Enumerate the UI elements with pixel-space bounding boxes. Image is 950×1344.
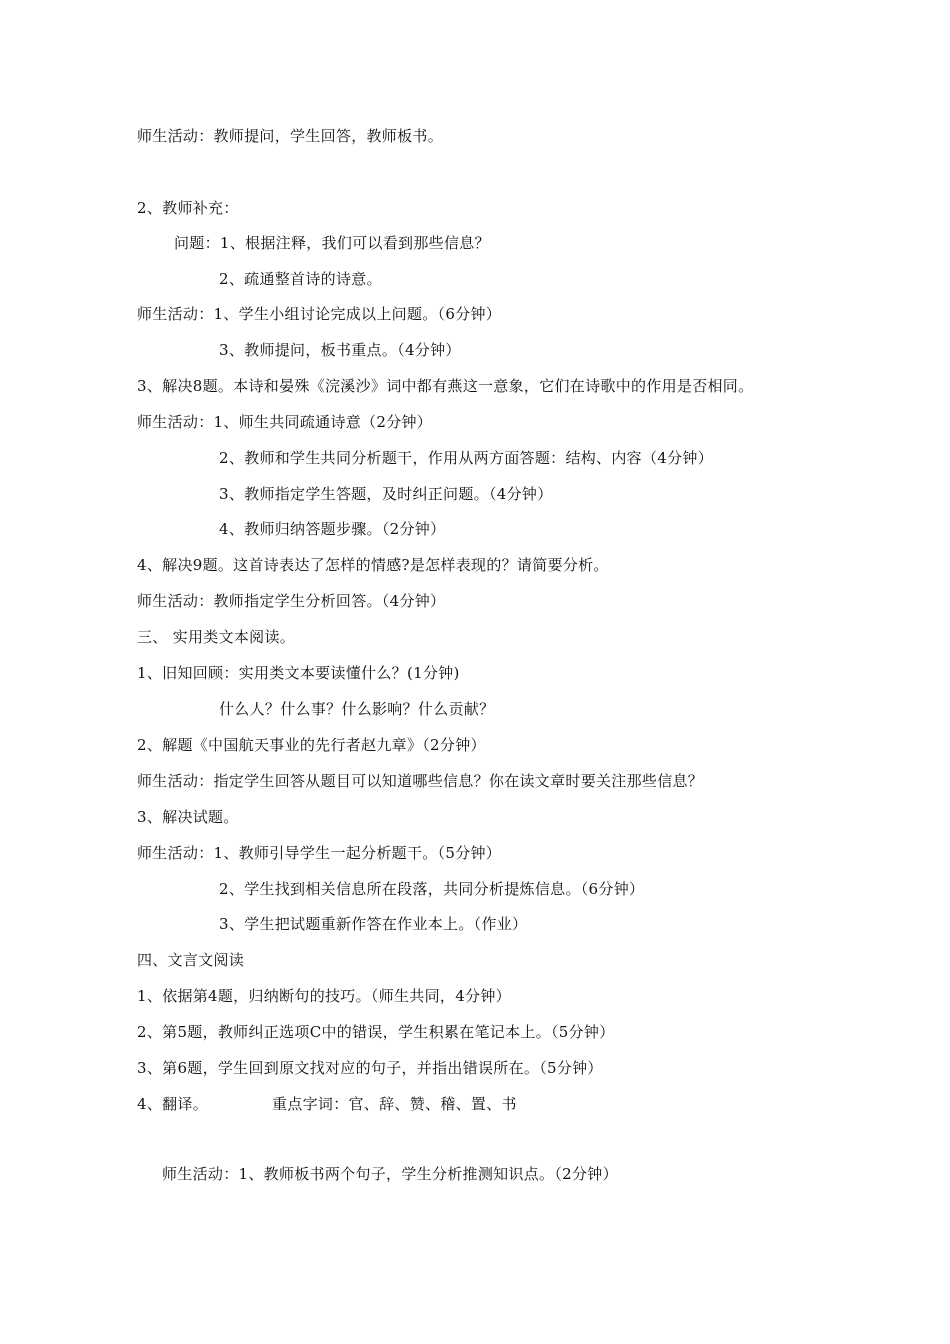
text-line: 师生活动：教师指定学生分析回答。（4分钟）	[137, 592, 446, 610]
text-line: 1、旧知回顾：实用类文本要读懂什么？(1分钟)	[137, 664, 460, 682]
text-line: 师生活动：教师提问，学生回答，教师板书。	[137, 127, 444, 145]
text-line: 3、第6题，学生回到原文找对应的句子，并指出错误所在。（5分钟）	[137, 1059, 603, 1077]
text-line: 2、第5题，教师纠正选项C中的错误，学生积累在笔记本上。（5分钟）	[137, 1023, 615, 1041]
text-line: 3、教师指定学生答题，及时纠正问题。（4分钟）	[219, 485, 553, 503]
text-line: 3、教师提问，板书重点。（4分钟）	[219, 341, 461, 359]
text-line: 3、解决试题。	[137, 808, 239, 826]
text-line: 什么人？什么事？什么影响？什么贡献？	[219, 700, 495, 718]
section-heading: 三、 实用类文本阅读。	[137, 628, 296, 646]
text-line: 师生活动：1、师生共同疏通诗意（2分钟）	[137, 413, 433, 431]
text-line: 2、疏通整首诗的诗意。	[219, 270, 382, 288]
text-line: 2、解题《中国航天事业的先行者赵九章》（2分钟）	[137, 736, 486, 754]
text-line: 4、解决9题。这首诗表达了怎样的情感?是怎样表现的？请简要分析。	[137, 556, 609, 574]
text-line: 师生活动：指定学生回答从题目可以知道哪些信息？你在读文章时要关注那些信息？	[137, 772, 704, 790]
text-line: 1、依据第4题，归纳断句的技巧。（师生共同，4分钟）	[137, 987, 511, 1005]
text-line: 3、学生把试题重新作答在作业本上。（作业）	[219, 915, 528, 933]
text-line: 2、学生找到相关信息所在段落，共同分析提炼信息。（6分钟）	[219, 880, 645, 898]
text-line: 4、翻译。	[137, 1095, 209, 1113]
text-line: 师生活动：1、学生小组讨论完成以上问题。（6分钟）	[137, 305, 502, 323]
text-line: 3、解决8题。本诗和晏殊《浣溪沙》词中都有燕这一意象，它们在诗歌中的作用是否相同。	[137, 377, 754, 395]
text-line: 4、教师归纳答题步骤。（2分钟）	[219, 520, 446, 538]
text-line: 师生活动：1、教师板书两个句子，学生分析推测知识点。（2分钟）	[162, 1165, 618, 1183]
key-words-line: 重点字词：官、辞、赞、稽、置、书	[272, 1095, 517, 1113]
text-line: 2、教师和学生共同分析题干，作用从两方面答题：结构、内容（4分钟）	[219, 449, 713, 467]
section-heading: 四、文言文阅读	[137, 951, 245, 969]
text-line: 问题：1、根据注释，我们可以看到那些信息？	[174, 234, 490, 252]
text-line: 2、教师补充：	[137, 199, 239, 217]
text-line: 师生活动：1、教师引导学生一起分析题干。（5分钟）	[137, 844, 502, 862]
